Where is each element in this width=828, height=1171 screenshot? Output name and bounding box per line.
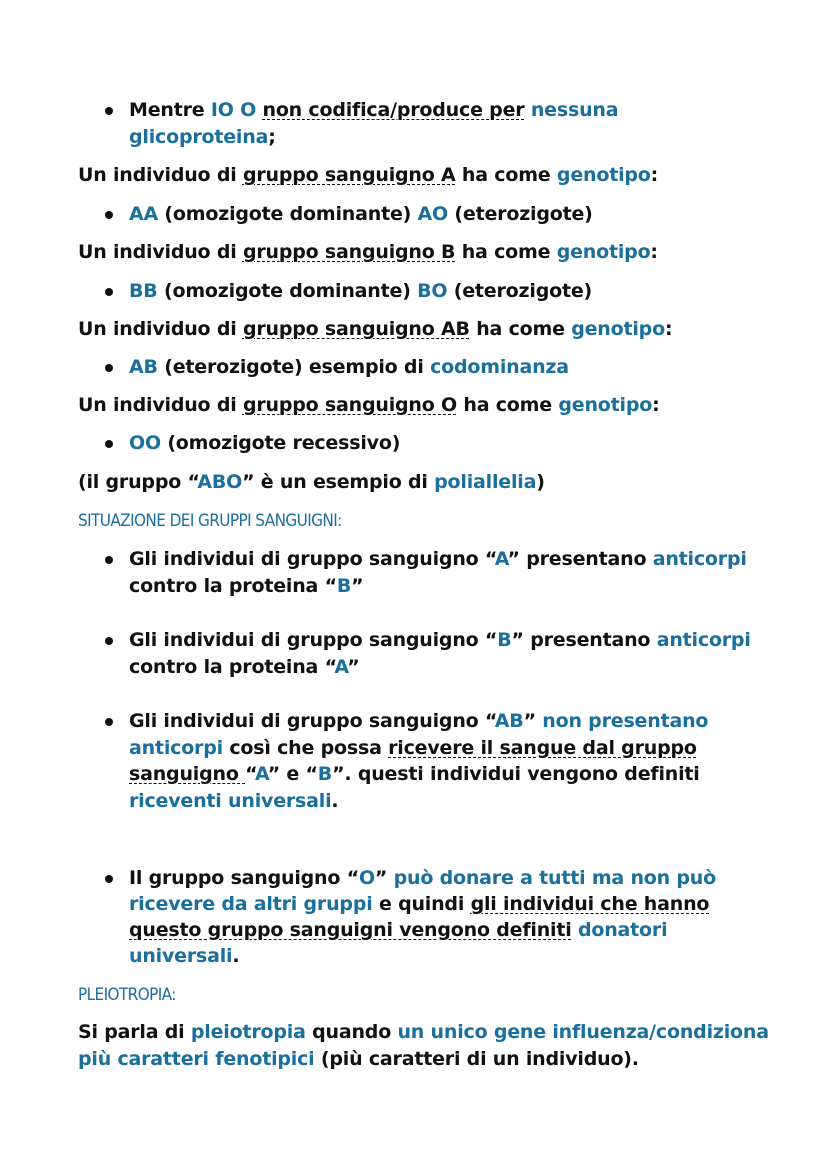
section-heading-pleiotropia: PLEIOTROPIA: xyxy=(78,985,176,1005)
situation-a-line1: Gli individui di gruppo sanguigno “A” presentano anticorpi xyxy=(129,548,747,570)
situation-b-line1: Gli individui di gruppo sanguigno “B” presentano anticorpi xyxy=(129,629,751,651)
situation-a-line2: contro la proteina “B” xyxy=(129,575,364,597)
genotype-o-intro: Un individuo di gruppo sanguigno O ha come genotipo: xyxy=(78,394,660,416)
genotype-b-values: BB (omozigote dominante) BO (eterozigote) xyxy=(129,280,592,302)
situation-o-line4: universali. xyxy=(129,945,240,967)
pleio-line2: più caratteri fenotipici (più caratteri di un individuo). xyxy=(78,1048,639,1070)
bullet-dot xyxy=(105,364,113,372)
situation-ab-line1: Gli individui di gruppo sanguigno “AB” non presentano xyxy=(129,710,709,732)
pleio-line1: Si parla di pleiotropia quando un unico gene influenza/condiziona xyxy=(78,1021,769,1043)
bullet-dot xyxy=(105,440,113,448)
bullet-dot xyxy=(105,107,113,115)
bullet-dot xyxy=(105,637,113,645)
genotype-o-values: OO (omozigote recessivo) xyxy=(129,432,401,454)
bullet-dot xyxy=(105,211,113,219)
bullet-dot xyxy=(105,556,113,564)
situation-o-line3: questo gruppo sanguigni vengono definiti donatori xyxy=(129,919,668,941)
genotype-b-intro: Un individuo di gruppo sanguigno B ha come genotipo: xyxy=(78,241,658,263)
situation-b-line2: contro la proteina “A” xyxy=(129,656,360,678)
situation-o-line1: Il gruppo sanguigno “O” può donare a tutti ma non può xyxy=(129,867,716,889)
abo-note: (il gruppo “ABO” è un esempio di poliallelia) xyxy=(78,471,545,493)
genotype-ab-values: AB (eterozigote) esempio di codominanza xyxy=(129,356,569,378)
situation-ab-line2: anticorpi così che possa ricevere il sangue dal gruppo xyxy=(129,737,697,759)
situation-ab-line3: sanguigno “A” e “B”. questi individui vengono definiti xyxy=(129,763,700,785)
genotype-a-intro: Un individuo di gruppo sanguigno A ha come genotipo: xyxy=(78,164,659,186)
bullet-dot xyxy=(105,288,113,296)
bullet-io-line2: glicoproteina; xyxy=(129,126,276,148)
situation-ab-line4: riceventi universali. xyxy=(129,790,339,812)
genotype-a-values: AA (omozigote dominante) AO (eterozigote) xyxy=(129,203,593,225)
section-heading-situazione: SITUAZIONE DEI GRUPPI SANGUIGNI: xyxy=(78,511,342,531)
bullet-dot xyxy=(105,875,113,883)
bullet-dot xyxy=(105,718,113,726)
situation-o-line2: ricevere da altri gruppi e quindi gli individui che hanno xyxy=(129,893,710,915)
genotype-ab-intro: Un individuo di gruppo sanguigno AB ha come genotipo: xyxy=(78,318,673,340)
bullet-io-line1: Mentre IO O non codifica/produce per nessuna xyxy=(129,99,619,121)
